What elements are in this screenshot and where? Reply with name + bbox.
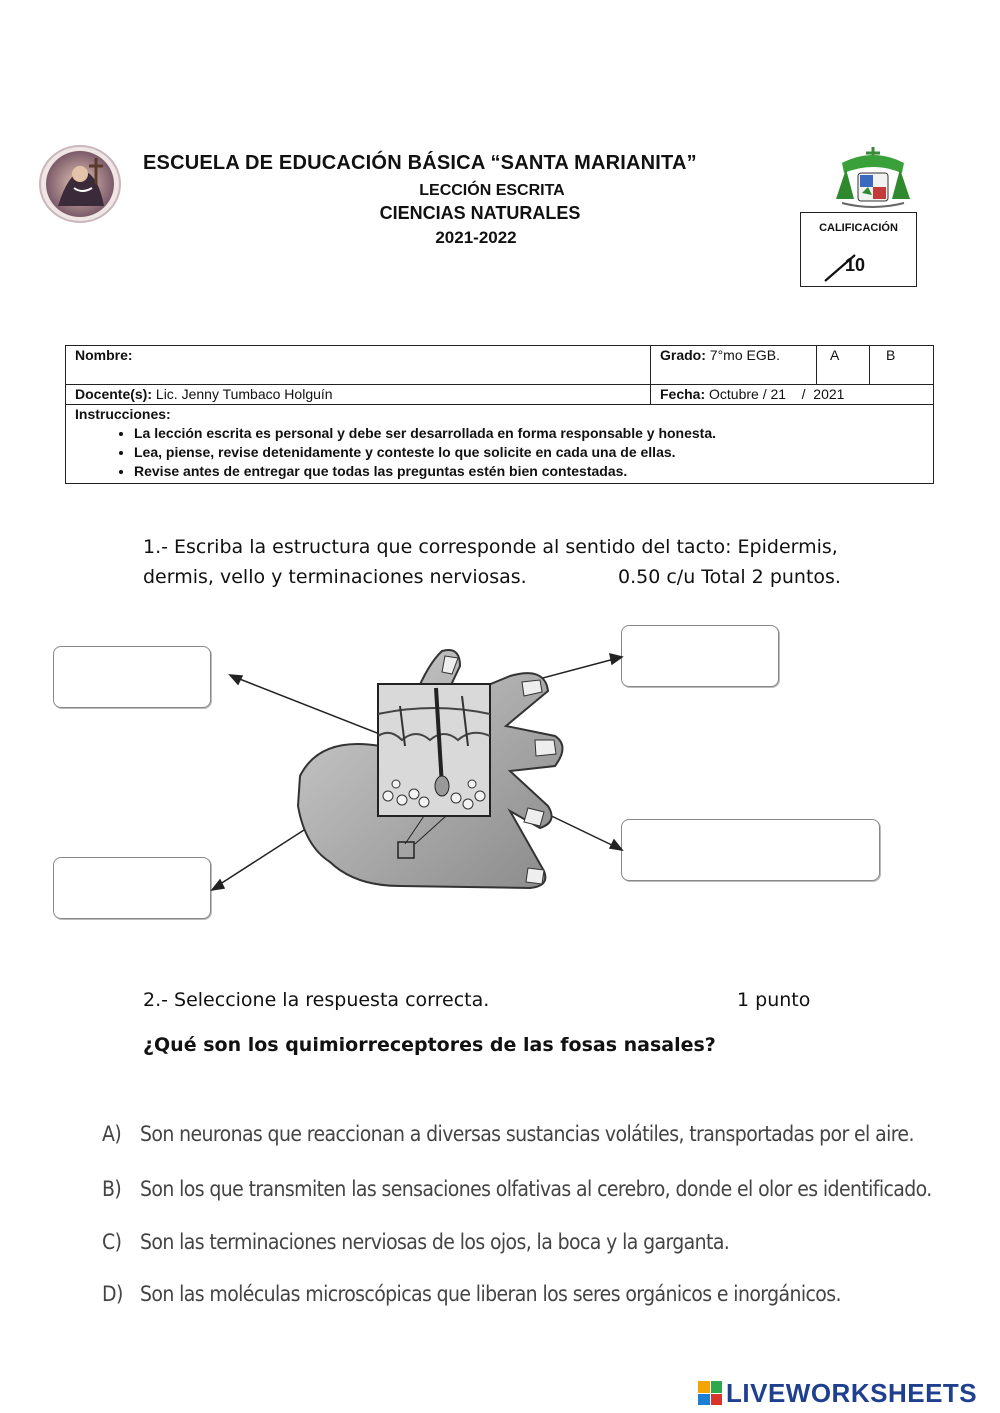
instruction-item: • Revise antes de entregar que todas las preguntas estén bien contestadas. [134, 463, 924, 479]
answer-box-top-left[interactable] [53, 646, 211, 708]
docente-value: Lic. Jenny Tumbaco Holguín [155, 386, 333, 402]
answer-box-bottom-left[interactable] [53, 857, 211, 919]
parallel-b[interactable]: B [870, 346, 934, 385]
liveworksheets-badge-icon [698, 1381, 722, 1405]
option-c[interactable] [102, 1230, 729, 1254]
fecha-label: Fecha: [660, 386, 706, 402]
answer-box-bottom-right[interactable] [621, 819, 880, 881]
school-name: ESCUELA DE EDUCACIÓN BÁSICA “SANTA MARIANITA” [143, 152, 697, 174]
fecha-cell [651, 385, 934, 405]
option-text: Son las moléculas microscópicas que liberan los seres orgánicos e inorgánicos. [140, 1282, 841, 1306]
name-cell[interactable] [66, 346, 651, 385]
parallel-a[interactable]: A [817, 346, 870, 385]
q2-question: ¿Qué son los quimiorreceptores de las fosas nasales? [143, 1034, 716, 1056]
school-year: 2021-2022 [435, 228, 517, 247]
docente-label: Docente(s): [75, 386, 153, 402]
option-text: Son los que transmiten las sensaciones olfativas al cerebro, donde el olor es identificado. [140, 1177, 932, 1201]
option-d[interactable] [102, 1282, 841, 1306]
diocese-crest-icon [832, 143, 914, 213]
instruction-item: • La lección escrita es personal y debe ser desarrollada en forma responsable y honesta. [134, 425, 924, 441]
q2-points: 1 punto [737, 989, 811, 1011]
option-b[interactable] [102, 1177, 932, 1201]
school-logo [38, 144, 122, 224]
instruction-item: • Lea, piense, revise detenidamente y conteste lo que solicite en cada una de ellas. [134, 444, 924, 460]
lesson-subtitle: LECCIÓN ESCRITA [419, 182, 565, 199]
fecha-value: Octubre / 21 / 2021 [709, 386, 845, 402]
q1-points: 0.50 c/u Total 2 puntos. [618, 566, 841, 588]
hand-skin-diagram [210, 636, 650, 896]
option-text: Son las terminaciones nerviosas de los ojos, la boca y la garganta. [140, 1230, 730, 1254]
student-info-table [65, 345, 934, 484]
instructions-cell [66, 405, 934, 484]
grade-label: CALIFICACIÓN [819, 222, 898, 234]
grade-box [800, 212, 917, 287]
option-a[interactable] [102, 1122, 914, 1146]
option-letter: B) [102, 1177, 122, 1201]
docente-cell [66, 385, 651, 405]
instructions-label: Instrucciones: [75, 406, 171, 422]
q1-line1: 1.- Escriba la estructura que corresponde al sentido del tacto: Epidermis, [143, 536, 838, 558]
subject-title: CIENCIAS NATURALES [379, 203, 581, 223]
grade-value[interactable]: 10 [845, 255, 866, 275]
instructions-list [75, 425, 924, 479]
grado-cell [651, 346, 817, 385]
grado-value: 7°mo EGB. [709, 347, 780, 363]
liveworksheets-logo[interactable] [698, 1378, 977, 1408]
liveworksheets-brand: LIVEWORKSHEETS [726, 1377, 978, 1408]
name-label: Nombre: [75, 347, 133, 363]
q1-line2: dermis, vello y terminaciones nerviosas. [143, 566, 527, 588]
option-letter: C) [102, 1230, 122, 1254]
option-letter: A) [102, 1122, 122, 1146]
option-letter: D) [102, 1282, 123, 1306]
q2-intro: 2.- Seleccione la respuesta correcta. [143, 989, 490, 1011]
option-text: Son neuronas que reaccionan a diversas sustancias volátiles, transportadas por el aire. [140, 1122, 914, 1146]
grado-label: Grado: [660, 347, 706, 363]
